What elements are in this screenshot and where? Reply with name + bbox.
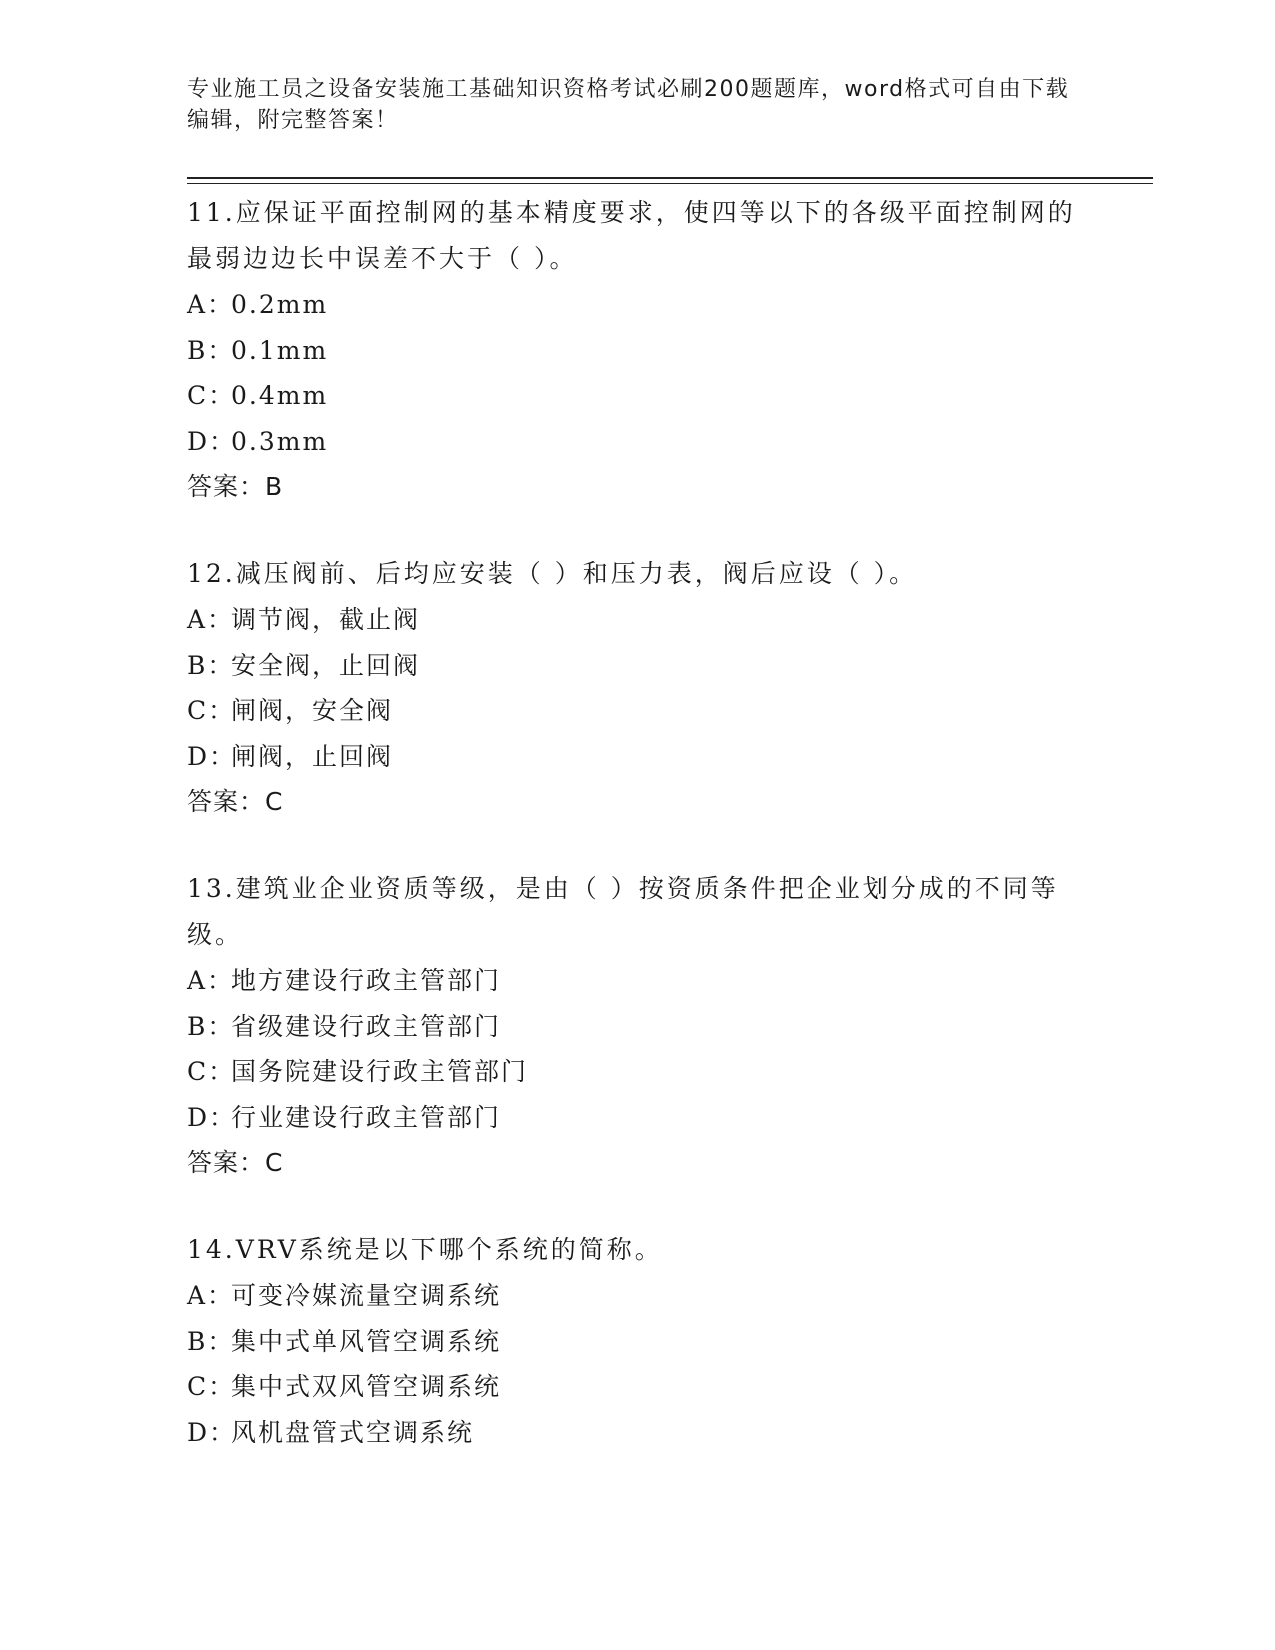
option-key: C：	[187, 1372, 236, 1401]
option-key: A：	[187, 290, 235, 319]
option-text: 0.2mm	[231, 290, 329, 319]
option-key: B：	[187, 335, 235, 365]
option-key: A：	[187, 966, 235, 995]
option-key: D：	[187, 741, 237, 771]
option-text: 0.1mm	[231, 335, 329, 365]
question-text: 12.减压阀前、后均应安装（ ）和压力表，阀后应设（ ）。	[187, 559, 918, 588]
option-key: C：	[187, 381, 236, 410]
option-key: D：	[187, 1417, 237, 1447]
option-d	[187, 734, 1087, 780]
answer-line: 答案：C	[187, 1148, 284, 1177]
option-text: 行业建设行政主管部门	[231, 1102, 502, 1132]
option-text: 调节阀，截止阀	[231, 605, 421, 634]
option-key: C：	[187, 696, 236, 725]
option-text: 风机盘管式空调系统	[231, 1417, 475, 1447]
question-text: 11.应保证平面控制网的基本精度要求，使四等以下的各级平面控制网的最弱边边长中误差不大于（ ）。	[187, 198, 1076, 273]
option-a	[187, 282, 1087, 328]
option-text: 0.3mm	[231, 426, 329, 456]
option-text: 集中式单风管空调系统	[231, 1326, 502, 1356]
option-d	[187, 1095, 1087, 1141]
option-key: B：	[187, 1011, 235, 1041]
question-13	[187, 866, 1087, 1185]
option-text: 安全阀，止回阀	[231, 650, 421, 680]
option-c	[187, 1049, 1087, 1095]
option-key: D：	[187, 1102, 237, 1132]
option-d	[187, 1410, 1087, 1456]
option-key: D：	[187, 426, 237, 456]
option-key: B：	[187, 1326, 235, 1356]
answer-line: 答案：C	[187, 787, 284, 816]
question-text: 14.VRV系统是以下哪个系统的简称。	[187, 1235, 663, 1264]
question-11	[187, 190, 1087, 509]
option-text: 闸阀，安全阀	[231, 696, 394, 725]
option-b	[187, 1004, 1087, 1050]
option-text: 地方建设行政主管部门	[231, 966, 502, 995]
option-text: 可变冷媒流量空调系统	[231, 1281, 502, 1310]
option-text: 省级建设行政主管部门	[231, 1011, 502, 1041]
option-b	[187, 328, 1087, 374]
question-12	[187, 551, 1087, 824]
option-c	[187, 688, 1087, 734]
option-b	[187, 643, 1087, 689]
answer-line: 答案：B	[187, 472, 284, 501]
option-a	[187, 597, 1087, 643]
document-header: 专业施工员之设备安装施工基础知识资格考试必刷200题题库，word格式可自由下载编辑，附完整答案！	[187, 77, 1070, 133]
option-a	[187, 1273, 1087, 1319]
option-text: 国务院建设行政主管部门	[231, 1057, 529, 1086]
question-14	[187, 1227, 1087, 1455]
option-text: 闸阀，止回阀	[231, 741, 394, 771]
header-rule-thick	[187, 177, 1153, 179]
option-text: 0.4mm	[231, 381, 329, 410]
option-key: C：	[187, 1057, 236, 1086]
option-key: B：	[187, 650, 235, 680]
option-d	[187, 419, 1087, 465]
option-key: A：	[187, 1281, 235, 1310]
option-text: 集中式双风管空调系统	[231, 1372, 502, 1401]
question-list	[187, 190, 1087, 1497]
option-c	[187, 373, 1087, 419]
option-b	[187, 1319, 1087, 1365]
header-rule-thin	[187, 183, 1153, 184]
option-c	[187, 1364, 1087, 1410]
option-a	[187, 958, 1087, 1004]
question-text: 13.建筑业企业资质等级，是由（ ）按资质条件把企业划分成的不同等级。	[187, 874, 1059, 949]
option-key: A：	[187, 605, 235, 634]
